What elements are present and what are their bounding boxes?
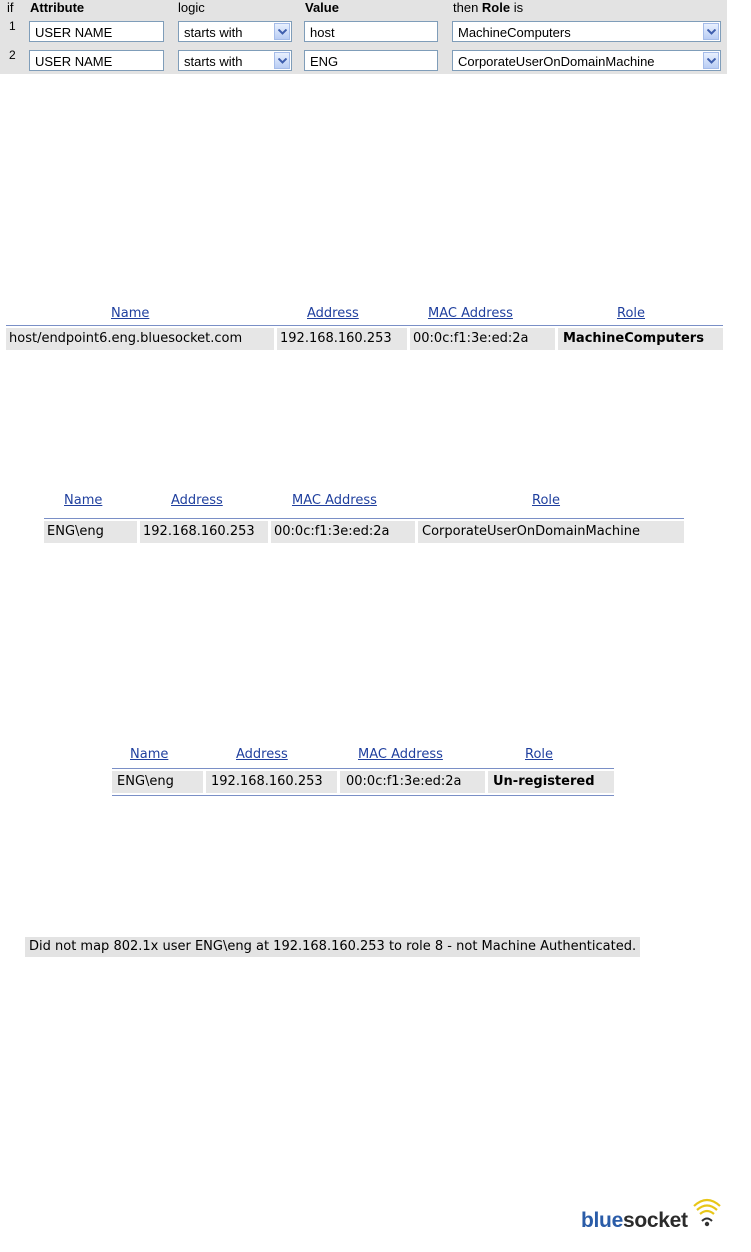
if-label: if: [7, 0, 14, 15]
chevron-down-icon[interactable]: [703, 23, 719, 40]
mac-column-header[interactable]: MAC Address: [292, 493, 377, 508]
role-select-value: MachineComputers: [458, 25, 571, 40]
logic-select-value: starts with: [184, 54, 243, 69]
mac-column-header[interactable]: MAC Address: [428, 306, 513, 321]
chevron-down-icon[interactable]: [274, 52, 290, 69]
logic-select[interactable]: [178, 21, 292, 42]
chevron-down-icon[interactable]: [274, 23, 290, 40]
log-message: Did not map 802.1x user ENG\eng at 192.168.160.253 to role 8 - not Machine Authenticated.: [25, 937, 640, 957]
address-column-header[interactable]: Address: [236, 747, 288, 762]
role-select[interactable]: [452, 21, 721, 42]
then-role-header: then Role is: [453, 0, 524, 15]
mac-column-header[interactable]: MAC Address: [358, 747, 443, 762]
header-divider: [112, 768, 614, 769]
name-cell: host/endpoint6.eng.bluesocket.com: [6, 328, 274, 350]
address-cell: 192.168.160.253: [140, 521, 268, 543]
address-column-header[interactable]: Address: [307, 306, 359, 321]
role-mapping-rules: [0, 0, 727, 74]
rule-number: 2: [9, 48, 16, 62]
mac-cell: 00:0c:f1:3e:ed:2a: [340, 771, 485, 793]
role-column-header[interactable]: Role: [525, 747, 554, 762]
name-column-header[interactable]: Name: [130, 747, 169, 762]
row-divider: [112, 795, 614, 796]
logic-select-value: starts with: [184, 25, 243, 40]
logic-header: logic: [178, 0, 205, 15]
role-column-header[interactable]: Role: [617, 306, 646, 321]
address-column-header[interactable]: Address: [171, 493, 223, 508]
attribute-header: Attribute: [30, 0, 85, 15]
header-divider: [6, 325, 723, 326]
role-select[interactable]: [452, 50, 721, 71]
name-column-header[interactable]: Name: [64, 493, 103, 508]
value-field[interactable]: ENG: [304, 50, 438, 71]
attribute-field[interactable]: USER NAME: [29, 21, 164, 42]
address-cell: 192.168.160.253: [206, 771, 337, 793]
role-cell: MachineComputers: [558, 328, 723, 350]
address-cell: 192.168.160.253: [277, 328, 407, 350]
role-column-header[interactable]: Role: [532, 493, 561, 508]
value-field[interactable]: host: [304, 21, 438, 42]
role-select-value: CorporateUserOnDomainMachine: [458, 54, 655, 69]
header-divider: [44, 518, 684, 519]
mac-cell: 00:0c:f1:3e:ed:2a: [271, 521, 415, 543]
bluesocket-logo: [581, 1190, 722, 1234]
rule-number: 1: [9, 19, 16, 33]
attribute-field[interactable]: USER NAME: [29, 50, 164, 71]
name-cell: ENG\eng: [112, 771, 203, 793]
name-column-header[interactable]: Name: [111, 306, 150, 321]
name-cell: ENG\eng: [44, 521, 137, 543]
value-header: Value: [305, 0, 339, 15]
logo-text: bluesocket: [581, 1209, 688, 1232]
chevron-down-icon[interactable]: [703, 52, 719, 69]
logic-select[interactable]: [178, 50, 292, 71]
wifi-icon: [692, 1190, 722, 1234]
mac-cell: 00:0c:f1:3e:ed:2a: [410, 328, 555, 350]
role-cell: CorporateUserOnDomainMachine: [418, 521, 684, 543]
role-cell: Un-registered: [488, 771, 614, 793]
